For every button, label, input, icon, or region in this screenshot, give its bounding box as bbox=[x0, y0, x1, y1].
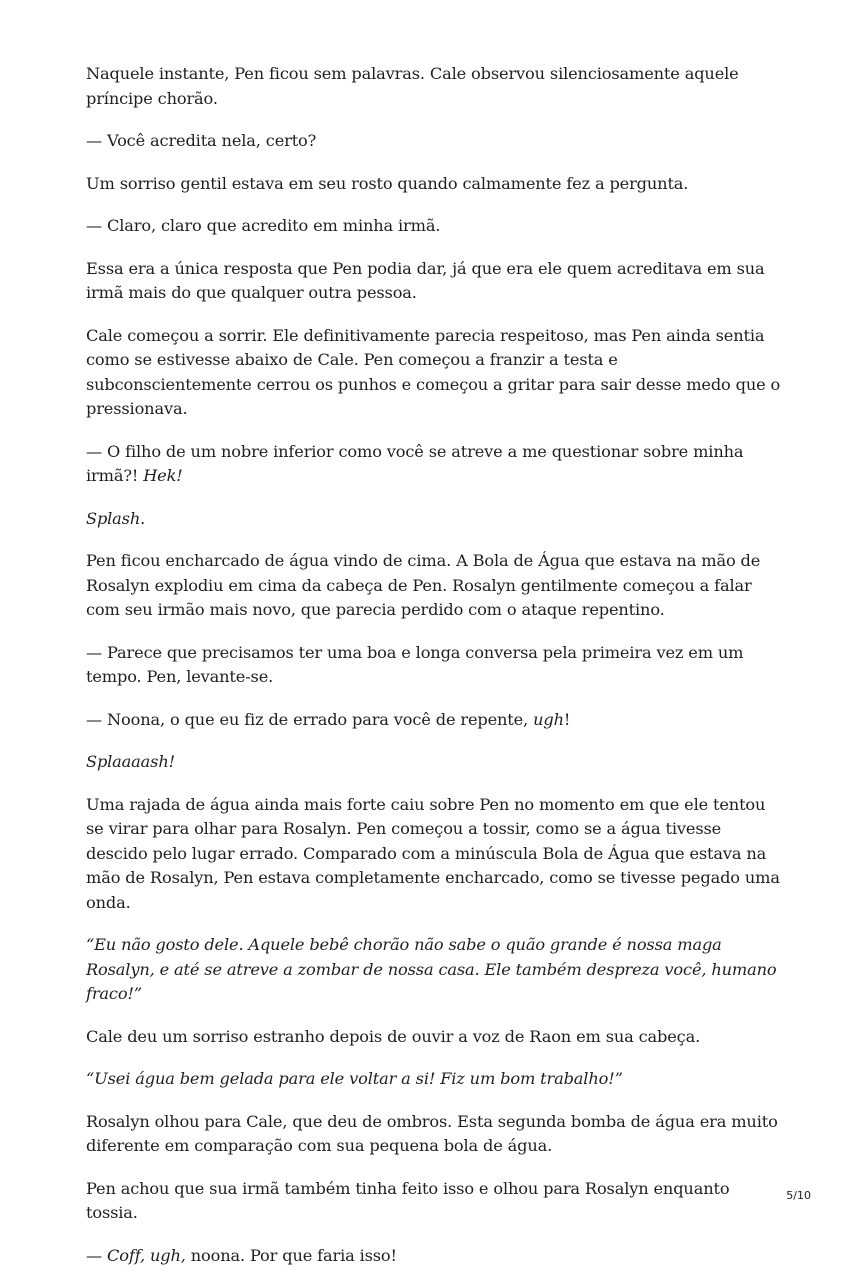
paragraph bbox=[86, 793, 786, 916]
text-segment: — Você acredita nela, certo? bbox=[86, 131, 317, 150]
text-segment: Rosalyn olhou para Cale, que deu de ombros. Esta segunda bomba de água era muito diferente em comparação com sua pequena bola de água. bbox=[86, 1111, 778, 1155]
paragraph bbox=[86, 62, 786, 111]
paragraph bbox=[86, 1025, 786, 1050]
paragraph bbox=[86, 750, 786, 775]
text-segment: Pen ficou encharcado de água vindo de cima. A Bola de Água que estava na mão de Rosalyn explodiu em cima da cabeça de Pen. Rosalyn gentilmente começou a falar com seu irmão mais novo, que parecia perdido com o ataque repentino. bbox=[86, 551, 761, 619]
paragraph bbox=[86, 549, 786, 623]
paragraph bbox=[86, 129, 786, 154]
text-segment: Naquele instante, Pen ficou sem palavras. Cale observou silenciosamente aquele príncipe chorão. bbox=[86, 64, 739, 108]
italic-text: Splash bbox=[86, 508, 141, 528]
paragraph bbox=[86, 1067, 786, 1092]
text-segment: — Claro, claro que acredito em minha irmã. bbox=[86, 216, 441, 235]
paragraph bbox=[86, 1244, 786, 1269]
paragraph bbox=[86, 172, 786, 197]
paragraph bbox=[86, 1110, 786, 1159]
text-segment: Um sorriso gentil estava em seu rosto quando calmamente fez a pergunta. bbox=[86, 173, 689, 193]
paragraph bbox=[86, 507, 786, 532]
italic-text: Splaaaash! bbox=[86, 752, 175, 771]
paragraph bbox=[86, 440, 786, 489]
text-segment: . bbox=[140, 508, 146, 528]
italic-text: “Usei água bem gelada para ele voltar a si! Fiz um bom trabalho!” bbox=[86, 1069, 623, 1088]
paragraph bbox=[86, 1177, 786, 1226]
italic-text: Hek! bbox=[143, 466, 183, 485]
text-segment: — Parece que precisamos ter uma boa e longa conversa pela primeira vez em um tempo. Pen, levante-se. bbox=[86, 642, 744, 686]
text-segment: Cale começou a sorrir. Ele definitivamente parecia respeitoso, mas Pen ainda sentia como se estivesse abaixo de Cale. Pen começou a franzir a testa e subconscientemente cerrou os punhos e começou a gritar para sair desse medo que o pressionava. bbox=[86, 325, 781, 418]
text-segment: Pen achou que sua irmã também tinha feito isso e olhou para Rosalyn enquanto tossia. bbox=[86, 1178, 730, 1222]
page-number: 5/10 bbox=[786, 1189, 811, 1202]
text-segment: Cale deu um sorriso estranho depois de ouvir a voz de Raon em sua cabeça. bbox=[86, 1026, 701, 1046]
text-segment: Uma rajada de água ainda mais forte caiu sobre Pen no momento em que ele tentou se virar para olhar para Rosalyn. Pen começou a tossir, como se a água tivesse descido pelo lugar errado. Comparado com a minúscula Bola de Água que estava na mão de Rosalyn, Pen estava completamente encharcado, como se tivesse pegado uma onda. bbox=[86, 794, 780, 912]
paragraph bbox=[86, 708, 786, 733]
text-segment: — bbox=[86, 1245, 108, 1265]
paragraph bbox=[86, 933, 786, 1007]
italic-text: “Eu não gosto dele. Aquele bebê chorão não sabe o quão grande é nossa maga Rosalyn, e até se atreve a zombar de nossa casa. Ele também despreza você, humano fraco!” bbox=[86, 935, 777, 1003]
italic-text: ugh bbox=[533, 709, 564, 729]
italic-text: Coff, ugh, bbox=[107, 1245, 186, 1265]
paragraph bbox=[86, 641, 786, 690]
text-segment: — Noona, o que eu fiz de errado para você de repente, bbox=[86, 709, 534, 729]
paragraph bbox=[86, 324, 786, 422]
text-segment: — O filho de um nobre inferior como você se atreve a me questionar sobre minha irmã?! bbox=[86, 441, 744, 485]
paragraph bbox=[86, 214, 786, 239]
document-body bbox=[86, 62, 786, 1286]
paragraph bbox=[86, 257, 786, 306]
text-segment: noona. Por que faria isso! bbox=[185, 1245, 397, 1265]
text-segment: Essa era a única resposta que Pen podia dar, já que era ele quem acreditava em sua irmã mais do que qualquer outra pessoa. bbox=[86, 258, 765, 302]
text-segment: ! bbox=[563, 709, 571, 729]
